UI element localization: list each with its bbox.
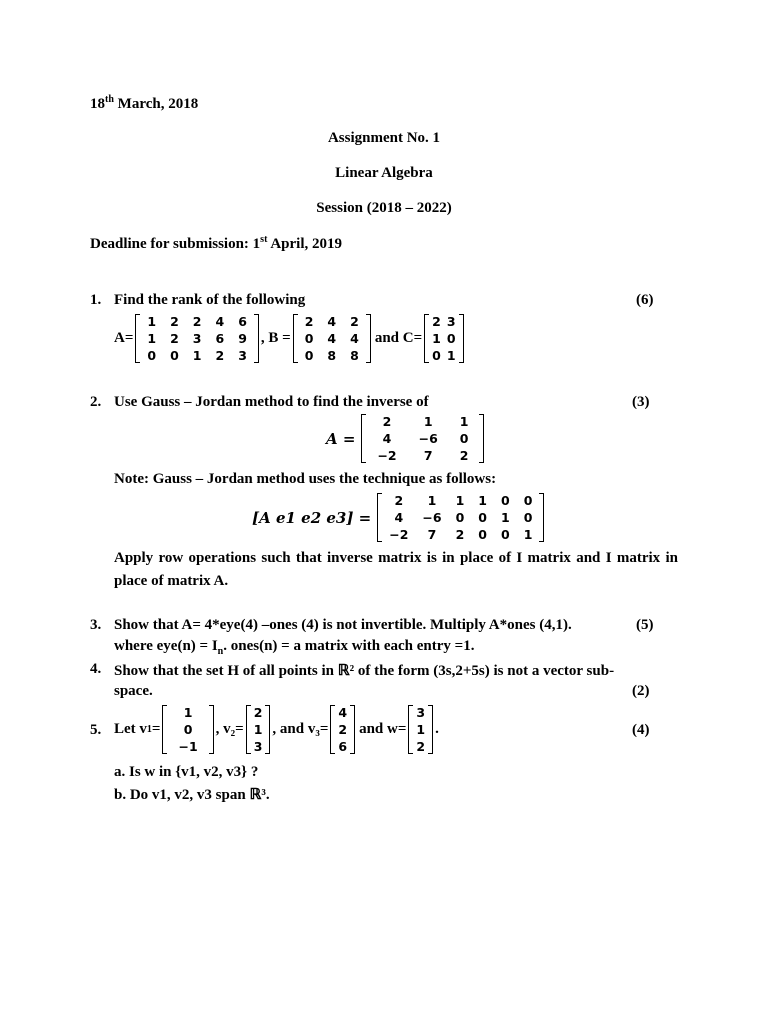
matrix-entry: 4: [382, 431, 392, 446]
matrix-entry: 2: [382, 414, 392, 429]
matrix-entry: 1: [459, 414, 469, 429]
matrix-entry: 2: [416, 739, 426, 754]
matrix-a-inverse: [361, 413, 484, 464]
q1-marks: (6): [636, 292, 654, 308]
q3-number: 3.: [90, 617, 102, 633]
q3-line2: where $eye(n) = I_n$. ones(n) = a matrix with each entry =1.: [114, 638, 475, 657]
matrix-entry: 3: [238, 348, 247, 363]
matrix-entry: 1: [147, 314, 157, 329]
q5-marks: (4): [632, 722, 650, 738]
matrix-entry: 0: [523, 493, 533, 508]
assignment-title: Assignment No. 1: [327, 130, 441, 146]
matrix-entry: 4: [338, 705, 348, 720]
session: Session (2018 – 2022): [316, 200, 452, 216]
matrix-entry: 2: [170, 314, 179, 329]
matrix-entry: 1: [432, 331, 441, 346]
q5-part-b: b. Do v1, v2, v3 span ℝ³.: [114, 787, 270, 803]
matrix-entry: −6: [422, 510, 442, 525]
matrix-entry: 0: [459, 431, 469, 446]
matrix-entry: 2: [253, 705, 263, 720]
matrix-entry: 0: [478, 527, 487, 542]
q5-number: 5.: [90, 722, 102, 738]
matrix-entry: 0: [304, 331, 314, 346]
matrix-entry: 4: [350, 331, 359, 346]
date: 18th March, 2018: [90, 94, 199, 112]
q2-text: Use Gauss – Jordan method to find the inverse of: [114, 394, 429, 410]
matrix-entry: 4: [215, 314, 225, 329]
vector-v2: [246, 704, 271, 755]
matrix-entry: 2: [432, 314, 441, 329]
matrix-entry: 6: [338, 739, 348, 754]
q3-marks: (5): [636, 617, 654, 633]
matrix-entry: 2: [350, 314, 359, 329]
matrix-entry: 3: [253, 739, 263, 754]
matrix-entry: 1: [523, 527, 533, 542]
matrix-entry: 2: [304, 314, 314, 329]
matrix-entry: 0: [304, 348, 314, 363]
q3-line1: Show that A= 4*eye(4) –ones (4) is not invertible. Multiply A*ones (4,1).: [114, 617, 572, 633]
matrix-entry: −6: [418, 431, 438, 446]
matrix-a: [135, 313, 259, 364]
matrix-entry: 0: [170, 348, 179, 363]
matrix-entry: 6: [215, 331, 225, 346]
matrix-entry: 1: [253, 722, 263, 737]
q1-number: 1.: [90, 292, 102, 308]
matrix-entry: 0: [183, 722, 193, 737]
matrix-entry: 1: [455, 493, 465, 508]
vector-v1: [162, 704, 213, 755]
matrix-entry: 1: [423, 414, 433, 429]
matrix-entry: 0: [147, 348, 157, 363]
matrix-entry: 1: [416, 722, 426, 737]
q4-line2: space.: [114, 683, 153, 699]
q2-note: Note: Gauss – Jordan method uses the technique as follows:: [114, 471, 497, 487]
matrix-entry: 0: [523, 510, 533, 525]
matrix-entry: 7: [427, 527, 437, 542]
q2-augmented-row: [A e1 e2 e3] = 2 1 1 1 0 0 4 −6 0 0 1 0 −2 7 2 0 0 1: [252, 492, 546, 543]
vector-w: [408, 704, 433, 755]
matrix-entry: 7: [423, 448, 433, 463]
q4-line1: Show that the set H of all points in ℝ² of the form (3s,2+5s) is not a vector sub-: [114, 663, 615, 679]
matrix-entry: 0: [500, 493, 510, 508]
matrix-b: [293, 313, 371, 364]
matrix-entry: 4: [327, 331, 337, 346]
matrix-entry: 0: [500, 527, 510, 542]
matrix-entry: 0: [446, 331, 456, 346]
augmented-matrix: [377, 492, 544, 543]
matrix-entry: 1: [500, 510, 510, 525]
matrix-entry: 1: [427, 493, 437, 508]
matrix-entry: 1: [446, 348, 456, 363]
q2-matrix-row: A = 2 1 1 4 −6 0 −2 7 2: [326, 413, 486, 464]
matrix-c: [424, 313, 463, 364]
matrix-entry: 6: [238, 314, 247, 329]
matrix-entry: 3: [192, 331, 202, 346]
matrix-entry: 2: [215, 348, 225, 363]
q2-marks: (3): [632, 394, 650, 410]
matrix-entry: 0: [432, 348, 441, 363]
matrix-entry: 4: [394, 510, 404, 525]
matrix-entry: 2: [455, 527, 465, 542]
deadline: Deadline for submission: 1st April, 2019: [90, 234, 342, 252]
course-title: Linear Algebra: [335, 165, 433, 181]
matrix-entry: 3: [446, 314, 456, 329]
matrix-entry: 1: [478, 493, 487, 508]
q4-number: 4.: [90, 661, 102, 677]
matrix-entry: −2: [377, 448, 397, 463]
matrix-entry: 1: [192, 348, 202, 363]
q1-text: Find the rank of the following: [114, 292, 306, 308]
matrix-entry: 2: [394, 493, 404, 508]
matrix-entry: 1: [183, 705, 193, 720]
vector-v3: [330, 704, 355, 755]
q1-matrices: A= 1 2 2 4 6 1 2 3 6 9 0 0 1 2 3 , B = 2 4 2 0 4 4 0 8 8 and C= 2 3 1 0 0 1: [114, 313, 466, 364]
matrix-entry: 9: [238, 331, 247, 346]
matrix-entry: 2: [170, 331, 179, 346]
matrix-entry: 1: [147, 331, 157, 346]
matrix-entry: 0: [455, 510, 465, 525]
matrix-entry: 0: [478, 510, 487, 525]
matrix-entry: −1: [178, 739, 198, 754]
q5-vectors: Let v 1 = 1 0 −1 , v₂= 2 1 3 , and v₃= 4 2 6 and w= 3 1 2 .: [114, 705, 439, 754]
matrix-entry: 8: [327, 348, 337, 363]
matrix-entry: 2: [338, 722, 348, 737]
q5-part-a: a. Is w in {v1, v2, v3} ?: [114, 764, 259, 780]
matrix-entry: 2: [459, 448, 469, 463]
matrix-entry: −2: [389, 527, 409, 542]
matrix-entry: 3: [416, 705, 426, 720]
matrix-entry: 8: [350, 348, 359, 363]
q2-number: 2.: [90, 394, 102, 410]
matrix-entry: 2: [192, 314, 202, 329]
matrix-entry: 4: [327, 314, 337, 329]
q4-marks: (2): [632, 683, 650, 699]
q2-apply: Apply row operations such that inverse matrix is in place of I matrix and I matrix in place of matrix A.: [114, 550, 678, 589]
